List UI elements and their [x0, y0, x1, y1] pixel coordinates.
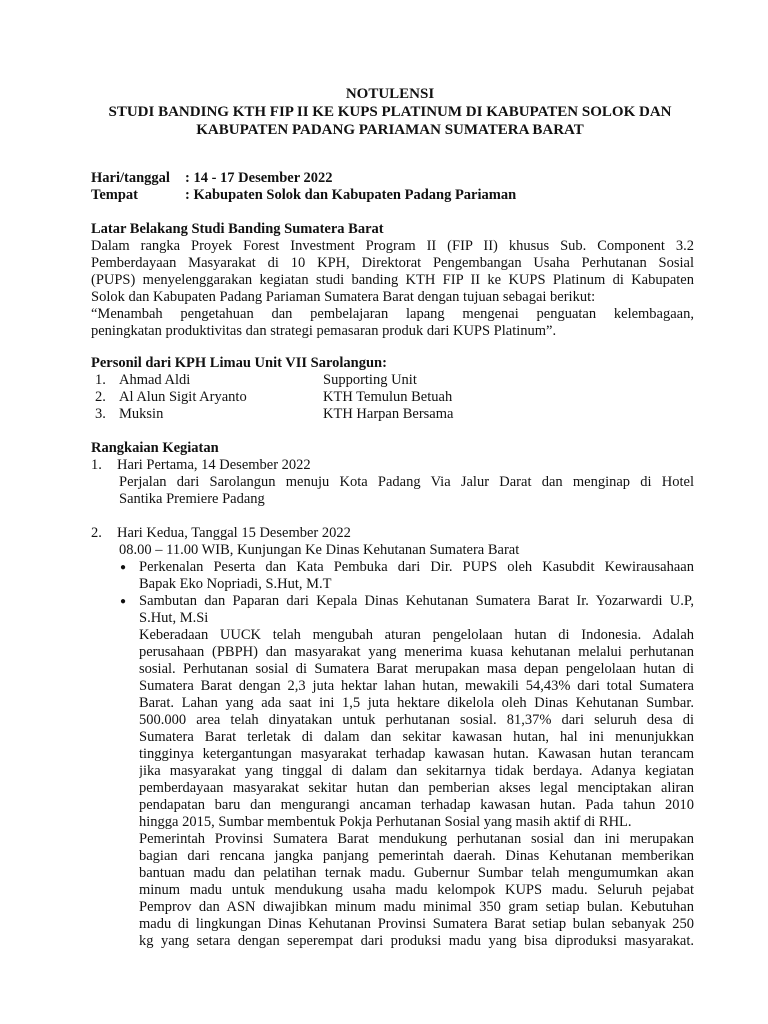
- day1-description: [119, 474, 694, 508]
- personnel-unit: KTH Temulun Betuah: [323, 389, 453, 405]
- text-line: (PUPS) menyelenggarakan kegiatan studi banding KTH FIP II ke KUPS Platinum di Kabupaten: [91, 272, 694, 288]
- date-value: : 14 - 17 Desember 2022: [185, 170, 333, 186]
- personnel-unit: KTH Harpan Bersama: [323, 406, 454, 422]
- text-line: Solok dan Kabupaten Padang Pariaman Sumatera Barat dengan tujuan sebagai berikut:: [91, 289, 596, 305]
- doc-subtitle-line1: STUDI BANDING KTH FIP II KE KUPS PLATINUM DI KABUPATEN SOLOK DAN: [108, 104, 672, 120]
- text-line: sosial. Perhutanan sosial di Sumatera Barat merupakan masa depan pengelolaan hutan di: [139, 661, 694, 677]
- day2-bullet1: [139, 559, 694, 593]
- personnel-no: 3.: [95, 406, 106, 422]
- text-line: tingginya ketergantungan masyarakat terhadap kawasan hutan. Kawasan hutan terancam: [139, 746, 694, 762]
- text-line: Perkenalan Peserta dan Kata Pembuka dari Dir. PUPS oleh Kasubdit Kewirausahaan: [139, 559, 694, 575]
- text-line: Santika Premiere Padang: [119, 491, 265, 507]
- personnel-no: 1.: [95, 372, 106, 388]
- text-line: Pemerintah Provinsi Sumatera Barat mendukung perhutanan sosial dan ini merupakan: [139, 831, 694, 847]
- text-line: Perjalan dari Sarolangun menuju Kota Padang Via Jalur Darat dan menginap di Hotel: [119, 474, 694, 490]
- day2-title: Hari Kedua, Tanggal 15 Desember 2022: [117, 525, 351, 541]
- personnel-no: 2.: [95, 389, 106, 405]
- personnel-name: Muksin: [119, 406, 164, 422]
- personnel-unit: Supporting Unit: [323, 372, 417, 388]
- doc-title: NOTULENSI: [345, 86, 435, 102]
- activities-heading: Rangkaian Kegiatan: [91, 440, 219, 456]
- text-line: “Menambah pengetahuan dan pembelajaran lapang mengenai penguatan kelembagaan,: [91, 306, 694, 322]
- text-line: Dalam rangka Proyek Forest Investment Program II (FIP II) khusus Sub. Component 3.2: [91, 238, 694, 254]
- place-value: : Kabupaten Solok dan Kabupaten Padang Pariaman: [185, 187, 517, 203]
- place-label: Tempat: [91, 187, 138, 203]
- text-line: bantuan madu dan pelatihan ternak madu. Gubernur Sumbar telah mengumumkan akan: [139, 865, 694, 881]
- text-line: Sambutan dan Paparan dari Kepala Dinas Kehutanan Sumatera Barat Ir. Yozarwardi U.P,: [139, 593, 694, 609]
- bullet-icon: ●: [120, 562, 127, 573]
- day2-session: 08.00 – 11.00 WIB, Kunjungan Ke Dinas Kehutanan Sumatera Barat: [119, 542, 520, 558]
- text-line: Keberadaan UUCK telah mengubah aturan pengelolaan hutan di Indonesia. Adalah: [139, 627, 694, 643]
- day1-title: Hari Pertama, 14 Desember 2022: [117, 457, 311, 473]
- text-line: Barat. Lahan yang ada saat ini 1,5 juta hektare dikelola oleh Dinas Kehutanan Sumbar.: [139, 695, 694, 711]
- bullet-icon: ●: [120, 596, 127, 607]
- text-line: hingga 2015, Sumbar membentuk Pokja Perhutanan Sosial yang masih aktif di RHL.: [139, 814, 632, 830]
- text-line: bagian dari rencana jangka panjang pemerintah daerah. Dinas Kehutanan memberikan: [139, 848, 694, 864]
- text-line: jika masyarakat yang tinggal di dalam dan sekitarnya tidak berdaya. Adanya kegiatan: [139, 763, 694, 779]
- day2-bullet2: [139, 593, 694, 627]
- personnel-name: Ahmad Aldi: [119, 372, 191, 388]
- personnel-heading: Personil dari KPH Limau Unit VII Sarolangun:: [91, 355, 387, 371]
- text-line: kg yang setara dengan seperempat dari produksi madu yang bisa diproduksi masyarakat.: [139, 933, 694, 949]
- background-paragraph: [91, 238, 694, 340]
- text-line: Bapak Eko Nopriadi, S.Hut, M.T: [139, 576, 332, 592]
- text-line: Sumatera Barat dengan 2,3 juta hektar lahan hutan, mewakili 54,43% dari total Sumatera: [139, 678, 694, 694]
- doc-subtitle-line2: KABUPATEN PADANG PARIAMAN SUMATERA BARAT: [196, 122, 584, 138]
- text-line: S.Hut, M.Si: [139, 610, 209, 626]
- day2-number: 2.: [91, 525, 102, 541]
- personnel-name: Al Alun Sigit Aryanto: [119, 389, 247, 405]
- text-line: madu di lingkungan Dinas Kehutanan Provinsi Sumatera Barat setiap bulan sebanyak 250: [139, 916, 694, 932]
- text-line: pemberdayaan masyarakat sekitar hutan dan pemberian akses legal menciptakan aliran: [139, 780, 694, 796]
- text-line: Sumatera Barat terletak di dalam dan sekitar kawasan hutan, hal ini menunjukkan: [139, 729, 694, 745]
- text-line: minum madu untuk mendukung usaha madu kelompok KUPS madu. Seluruh pejabat: [139, 882, 694, 898]
- text-line: perusahaan (PBPH) dan masyarakat yang menerima kuasa kehutanan melalui perhutanan: [139, 644, 694, 660]
- day2-paragraph2: [139, 831, 694, 950]
- day2-paragraph1: [139, 627, 694, 831]
- text-line: 500.000 area telah dinyatakan untuk perhutanan sosial. 81,37% dari seluruh desa di: [139, 712, 694, 728]
- text-line: pendapatan baru dan mengurangi ancaman terhadap kawasan hutan. Pada tahun 2010: [139, 797, 694, 813]
- text-line: Pemberdayaan Masyarakat di 10 KPH, Direktorat Pengembangan Usaha Perhutanan Sosial: [91, 255, 694, 271]
- text-line: peningkatan produktivitas dan strategi pemasaran produk dari KUPS Platinum”.: [91, 323, 557, 339]
- text-line: Pemprov dan ASN diwajibkan minum madu minimal 350 gram setiap bulan. Kebutuhan: [139, 899, 694, 915]
- background-heading: Latar Belakang Studi Banding Sumatera Barat: [91, 221, 384, 237]
- date-label: Hari/tanggal: [91, 170, 170, 186]
- day1-number: 1.: [91, 457, 102, 473]
